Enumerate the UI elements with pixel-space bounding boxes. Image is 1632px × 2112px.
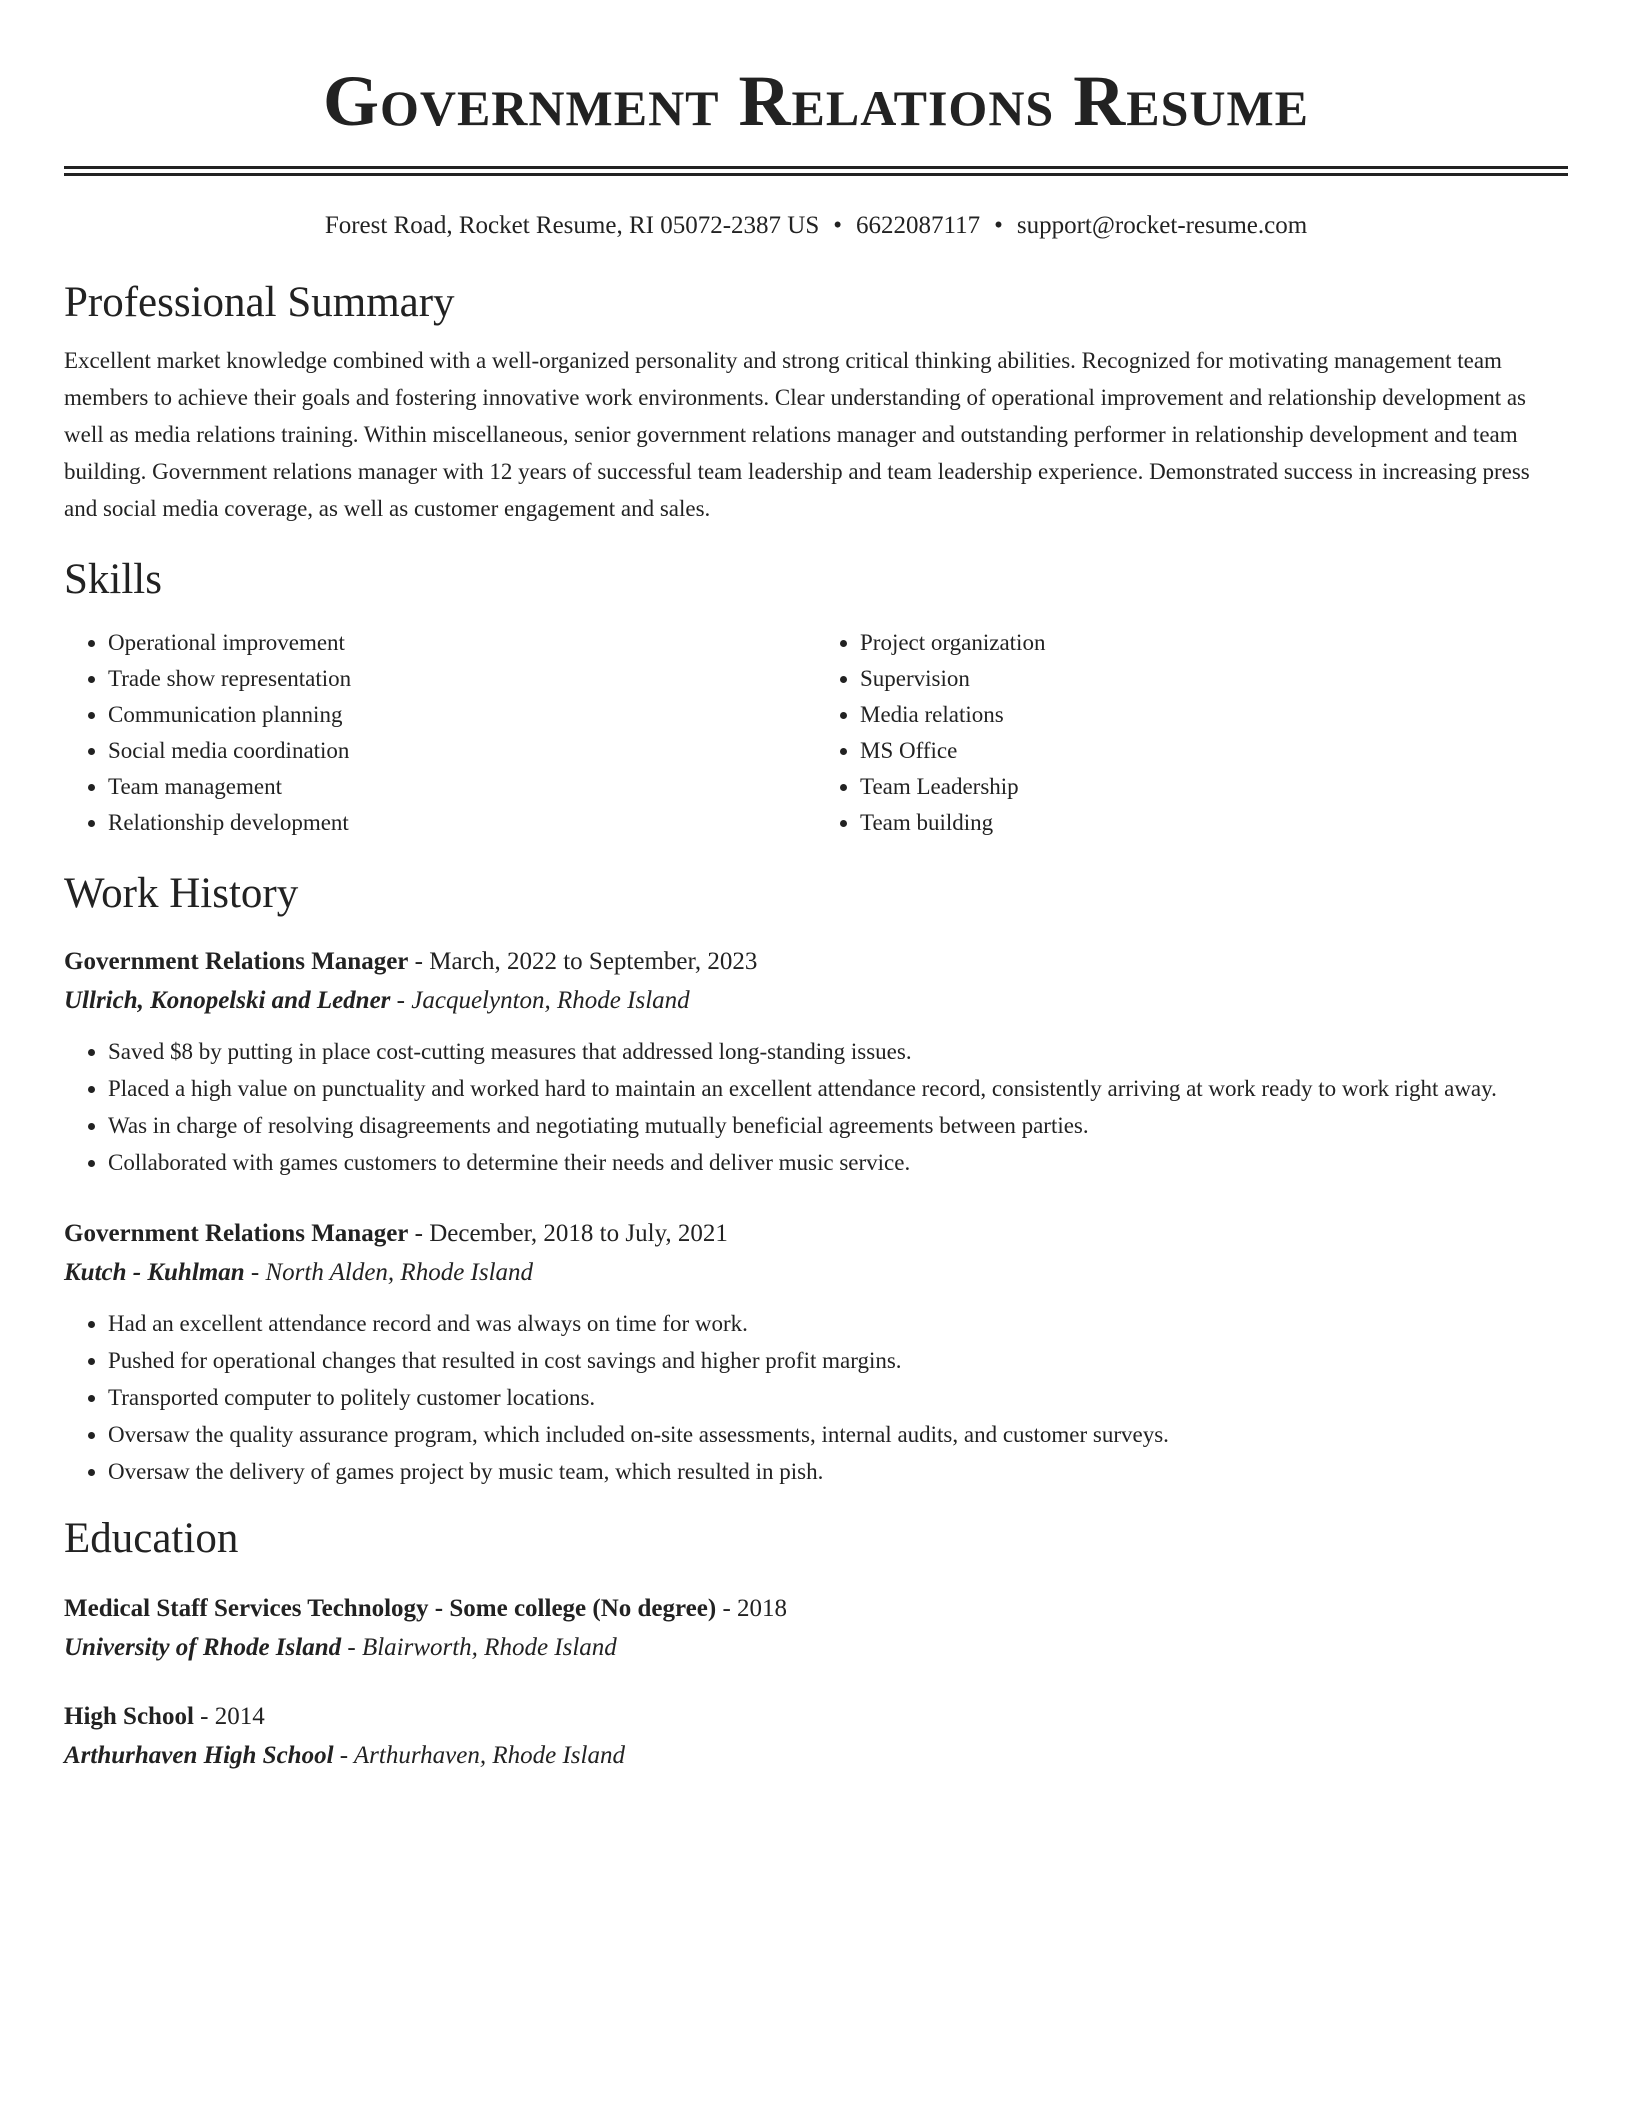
- dash: -: [408, 948, 430, 975]
- skills-heading: Skills: [64, 556, 162, 603]
- job-title: Government Relations Manager: [64, 948, 409, 975]
- job-location: Jacquelynton, Rhode Island: [411, 987, 690, 1014]
- contact-separator: •: [833, 212, 843, 239]
- job-bullets: [64, 1305, 1568, 1490]
- skill-item: • Social media coordination: [108, 733, 816, 769]
- education-location: Arthurhaven, Rhode Island: [353, 1742, 625, 1769]
- skill-item: • Media relations: [860, 697, 1568, 733]
- skill-item: • Team management: [108, 769, 816, 805]
- contact-phone: 6622087117: [856, 212, 981, 239]
- job-title-line: [64, 1215, 1568, 1253]
- education-school-line: [64, 1628, 1568, 1668]
- education-year: 2018: [737, 1595, 788, 1622]
- job-bullet: • Had an excellent attendance record and was always on time for work.: [108, 1305, 1568, 1342]
- education-year: 2014: [214, 1703, 265, 1730]
- job-entry: [64, 1215, 1568, 1490]
- skill-item: • MS Office: [860, 733, 1568, 769]
- job-bullet: • Pushed for operational changes that resulted in cost savings and higher profit margins.: [108, 1342, 1568, 1379]
- job-bullet: • Collaborated with games customers to determine their needs and deliver music service.: [108, 1144, 1568, 1181]
- skill-item: • Operational improvement: [108, 625, 816, 661]
- job-location: North Alden, Rhode Island: [265, 1259, 534, 1286]
- dash: -: [716, 1595, 738, 1622]
- education-degree: Medical Staff Services Technology - Some college (No degree): [64, 1595, 717, 1622]
- education-degree-line: [64, 1590, 1568, 1628]
- dash: -: [193, 1703, 215, 1730]
- dash: -: [408, 1220, 430, 1247]
- summary-text: Excellent market knowledge combined with a well-organized personality and strong critical thinking abilities. Recognized for motivating management team members to achieve their goals and fostering innovative work environments. Clear understanding of operational improvement and relationship development as well as media relations training. Within miscellaneous, senior government relations manager and outstanding performer in relationship development and team building. Government relations manager with 12 years of successful team leadership and team leadership experience. Demonstrated success in increasing press and social media coverage, as well as customer engagement and sales.: [64, 348, 1530, 521]
- dash: -: [341, 1634, 362, 1661]
- job-company-line: [64, 981, 1568, 1021]
- skill-item: • Supervision: [860, 661, 1568, 697]
- work-history-heading: Work History: [64, 870, 299, 917]
- job-company-line: [64, 1253, 1568, 1293]
- education-entry: [64, 1698, 1568, 1776]
- contact-line: [64, 210, 1568, 242]
- skills-column-left: [64, 625, 816, 841]
- summary-heading: Professional Summary: [64, 279, 455, 326]
- education-degree-line: [64, 1698, 1568, 1736]
- job-bullet: • Placed a high value on punctuality and worked hard to maintain an excellent attendance record, consistently arriving at work ready to work right away.: [108, 1070, 1568, 1107]
- job-bullet: • Saved $8 by putting in place cost-cutting measures that addressed long-standing issues.: [108, 1033, 1568, 1070]
- job-dates: March, 2022 to September, 2023: [429, 948, 758, 975]
- skill-item: • Relationship development: [108, 805, 816, 841]
- dash: -: [333, 1742, 354, 1769]
- job-bullet: • Transported computer to politely customer locations.: [108, 1379, 1568, 1416]
- job-bullet: • Was in charge of resolving disagreements and negotiating mutually beneficial agreements between parties.: [108, 1107, 1568, 1144]
- education-school-line: [64, 1736, 1568, 1776]
- education-heading: Education: [64, 1515, 239, 1562]
- education-degree: High School: [64, 1703, 194, 1730]
- contact-address: Forest Road, Rocket Resume, RI 05072-2387 US: [324, 212, 820, 239]
- job-bullet: • Oversaw the quality assurance program, which included on-site assessments, internal audits, and customer surveys.: [108, 1416, 1568, 1453]
- job-title-line: [64, 943, 1568, 981]
- dash: -: [390, 987, 412, 1014]
- job-company: Ullrich, Konopelski and Ledner: [64, 987, 391, 1014]
- job-dates: December, 2018 to July, 2021: [429, 1220, 728, 1247]
- job-bullet: • Oversaw the delivery of games project by music team, which resulted in pish.: [108, 1453, 1568, 1490]
- education-school: University of Rhode Island: [64, 1634, 342, 1661]
- job-company: Kutch - Kuhlman: [64, 1259, 245, 1286]
- education-location: Blairworth, Rhode Island: [361, 1634, 617, 1661]
- skill-item: • Communication planning: [108, 697, 816, 733]
- education-school: Arthurhaven High School: [64, 1742, 334, 1769]
- skills-list: [64, 625, 1568, 841]
- job-title: Government Relations Manager: [64, 1220, 409, 1247]
- job-entry: [64, 943, 1568, 1181]
- skill-item: • Project organization: [860, 625, 1568, 661]
- contact-separator: •: [994, 212, 1003, 239]
- skill-item: • Trade show representation: [108, 661, 816, 697]
- dash: -: [244, 1259, 266, 1286]
- job-bullets: [64, 1033, 1568, 1181]
- education-entry: [64, 1590, 1568, 1668]
- skills-column-right: [816, 625, 1568, 841]
- title-double-rule: [64, 166, 1568, 176]
- resume-title: Government Relations Resume: [322, 61, 1310, 141]
- skill-item: • Team building: [860, 805, 1568, 841]
- contact-email: support@rocket-resume.com: [1016, 212, 1308, 239]
- skill-item: • Team Leadership: [860, 769, 1568, 805]
